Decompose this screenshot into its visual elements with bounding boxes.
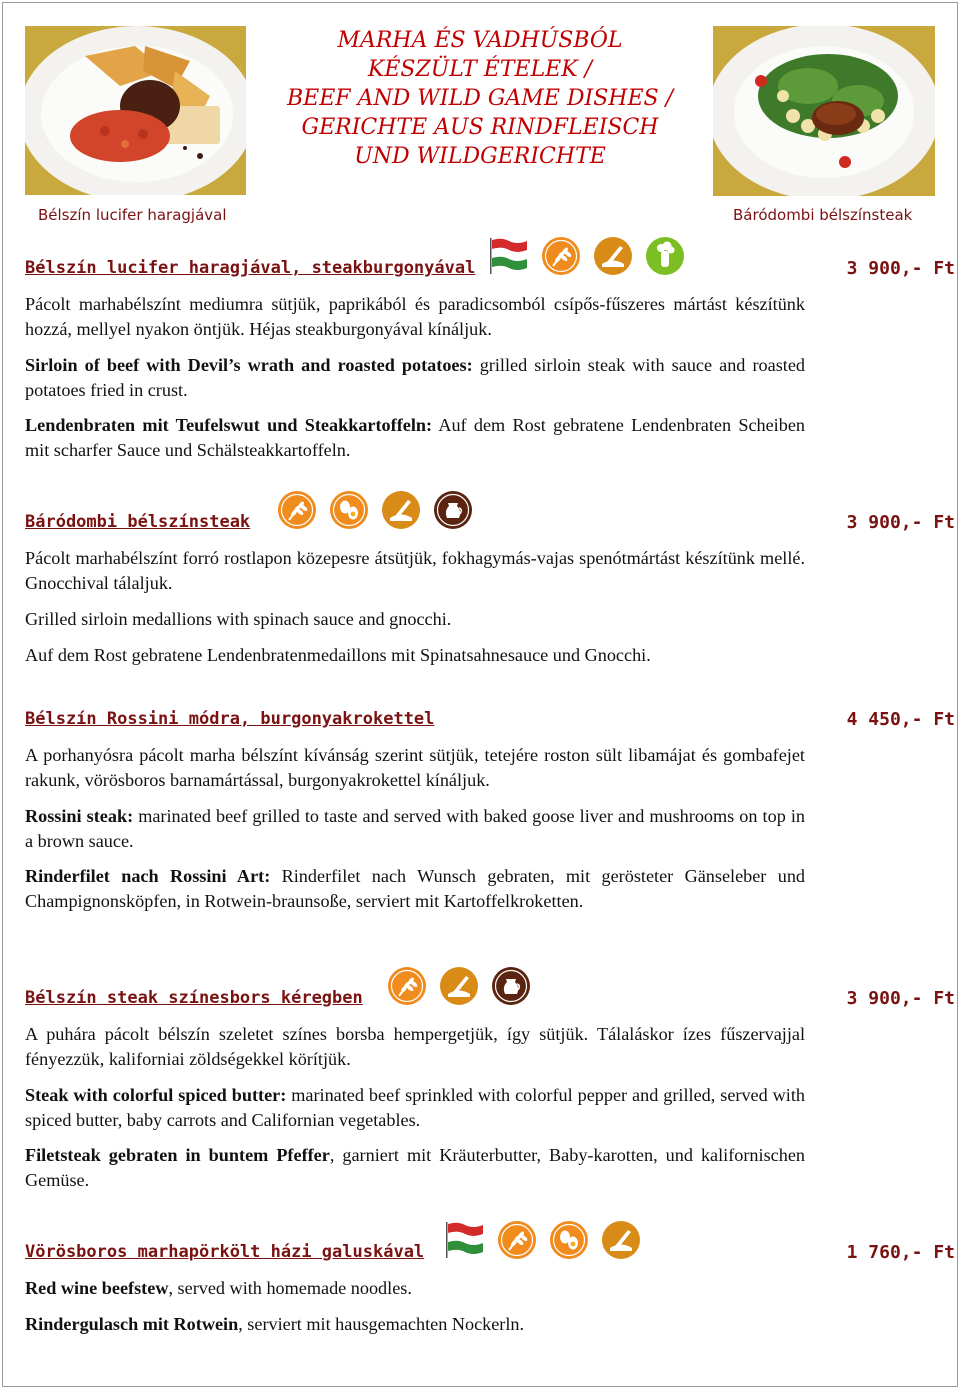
egg-icon (329, 490, 369, 530)
name-de: Rindergulasch mit Rotwein (25, 1314, 239, 1334)
name-en: Sirloin of beef with Devil’s wrath and roasted potatoes: (25, 355, 473, 375)
lactose-milk-icon (601, 1220, 641, 1260)
gluten-wheat-icon (387, 966, 427, 1006)
description-en: Grilled sirloin medallions with spinach sauce and gnocchi. (25, 609, 452, 629)
title-line: GERICHTE AUS RINDFLEISCH (301, 115, 659, 140)
vegetable-icon (645, 236, 685, 276)
dish-price: 4 450,- Ft (846, 709, 955, 730)
dish-price: 3 900,- Ft (846, 988, 955, 1009)
text-en: marinated beef sprinkled with colorful pepper and grilled, served with spiced butter, baby carrots and Californian vegetables. (25, 1085, 805, 1130)
title-line: UND WILDGERICHTE (354, 144, 606, 169)
description-hu: Pácolt marhabélszínt mediumra sütjük, paprikából és paradicsomból csípős-fűszeres mártást készítünk hozzá, mellyel nyakon öntjük. Héjas steakburgonyával kínáljuk. (25, 294, 805, 339)
description-hu: A porhanyósra pácolt marha bélszínt kívánság szerint sütjük, tetejére roston sült libamájat és gombafejet rakunk, vörösboros barnamártással, burgonyakrokettel kínáljuk. (25, 745, 805, 790)
gluten-wheat-icon (497, 1220, 537, 1260)
description-en (25, 353, 805, 402)
text-en: grilled sirloin steak with sauce and roasted potatoes fried in crust. (25, 355, 805, 400)
description-de (25, 1143, 805, 1192)
alcohol-jug-icon (433, 490, 473, 530)
gluten-wheat-icon (541, 236, 581, 276)
description-de (25, 413, 805, 462)
name-de: Lendenbraten mit Teufelswut und Steakkartoffeln: (25, 415, 433, 435)
dish-title: Vörösboros marhapörkölt házi galuskával (25, 1242, 425, 1262)
description-hu: Pácolt marhabélszínt forró rostlapon közepesre átsütjük, fokhagymás-vajas spenótmártást készítünk mellé. Gnocchival tálaljuk. (25, 548, 805, 593)
title-line: KÉSZÜLT ÉTELEK / (367, 57, 593, 82)
dish-title: Báródombi bélszínsteak (25, 512, 251, 532)
text-de: Auf dem Rost gebratene Lendenbraten Scheiben mit scharfer Sauce und Schälsteakkartoffeln. (25, 415, 805, 460)
alcohol-jug-icon (491, 966, 531, 1006)
allergen-icons (487, 236, 697, 276)
lactose-milk-icon (593, 236, 633, 276)
dish-title: Bélszín Rossini módra, burgonyakrokettel (25, 709, 435, 729)
photo-right-caption: Báródombi bélszínsteak (733, 206, 913, 224)
text-en: marinated beef grilled to taste and served with baked goose liver and mushrooms on top in a brown sauce. (25, 806, 805, 851)
name-en: Steak with colorful spiced butter: (25, 1085, 287, 1105)
name-de: Rinderfilet nach Rossini Art: (25, 866, 271, 886)
dish-photo-left (25, 26, 246, 195)
gluten-wheat-icon (277, 490, 317, 530)
hungarian-flag-icon (443, 1220, 485, 1260)
lactose-milk-icon (381, 490, 421, 530)
dish-photo-right (713, 26, 935, 196)
allergen-icons (443, 1220, 653, 1260)
name-en: Red wine beefstew (25, 1278, 169, 1298)
egg-icon (549, 1220, 589, 1260)
name-en: Rossini steak: (25, 806, 134, 826)
title-line: BEEF AND WILD GAME DISHES / (286, 86, 674, 111)
dish-title: Bélszín lucifer haragjával, steakburgonyával (25, 258, 476, 278)
description-hu: A puhára pácolt bélszín szeletet színes borsba hempergetjük, így sütjük. Tálaláskor ízes fűszervajjal fényezzük, kaliforniai zöldségekkel körítjük. (25, 1024, 805, 1069)
text-de: Rinderfilet nach Wunsch gebraten, mit gerösteter Gänseleber und Champignonsköpfen, in Rotwein-braunsoße, serviert mit Kartoffelkroketten. (25, 866, 806, 911)
description-de (25, 864, 805, 913)
title-line: MARHA ÉS VADHÚSBÓL (337, 28, 623, 53)
description-en (25, 1276, 805, 1301)
text-de: , garniert mit Kräuterbutter, Baby-karotten, und kalifornischen Gemüse. (25, 1145, 805, 1190)
dish-price: 1 760,- Ft (846, 1242, 955, 1263)
lactose-milk-icon (439, 966, 479, 1006)
description-de: Auf dem Rost gebratene Lendenbratenmedaillons mit Spinatsahnesauce und Gnocchi. (25, 645, 651, 665)
hungarian-flag-icon (487, 236, 529, 276)
text-en: , served with homemade noodles. (168, 1278, 412, 1298)
description-en (25, 804, 805, 853)
dish-title: Bélszín steak színesbors kéregben (25, 988, 363, 1008)
dish-price: 3 900,- Ft (846, 512, 955, 533)
text-de: , serviert mit hausgemachten Nockerln. (238, 1314, 525, 1334)
description-de (25, 1312, 805, 1337)
page-title (262, 26, 698, 171)
allergen-icons (277, 490, 485, 530)
photo-left-caption: Bélszín lucifer haragjával (38, 206, 227, 224)
dish-price: 3 900,- Ft (846, 258, 955, 279)
description-en (25, 1083, 805, 1132)
name-de: Filetsteak gebraten in buntem Pfeffer (25, 1145, 330, 1165)
allergen-icons (387, 966, 543, 1006)
